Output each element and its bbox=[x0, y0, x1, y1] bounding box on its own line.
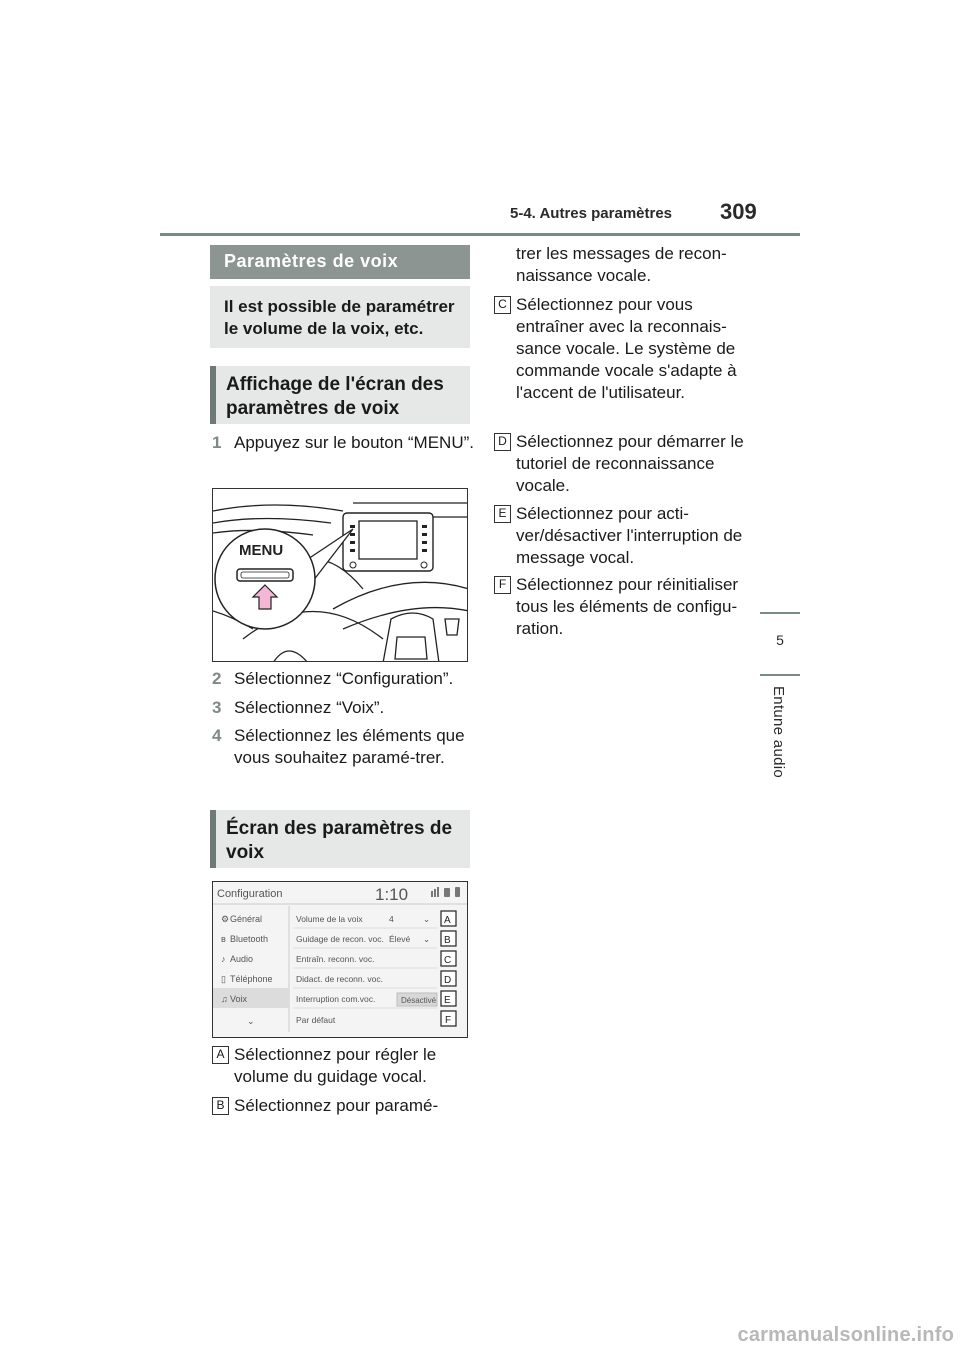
setting-label[interactable]: Didact. de reconn. voc. bbox=[296, 974, 383, 984]
left-menu-item[interactable]: Téléphone bbox=[230, 974, 273, 984]
chapter-number: 5 bbox=[776, 632, 784, 648]
description-c bbox=[494, 294, 756, 404]
step-2 bbox=[212, 668, 474, 690]
music-icon: ♪ bbox=[221, 954, 226, 964]
description-text: Sélectionnez pour régler le volume du guidage vocal. bbox=[234, 1045, 437, 1086]
description-text: Sélectionnez pour démarrer le tutoriel de reconnaissance vocale. bbox=[516, 432, 744, 495]
intro-box: Il est possible de paramétrer le volume de la voix, etc. bbox=[210, 286, 470, 348]
step-number: 3 bbox=[212, 698, 222, 717]
callout-f: F bbox=[445, 1015, 452, 1026]
chevron-down-icon[interactable]: ⌄ bbox=[247, 1016, 255, 1026]
left-menu-item[interactable]: Audio bbox=[230, 954, 254, 964]
step-1 bbox=[212, 432, 474, 454]
description-b bbox=[212, 1095, 474, 1117]
description-text: Sélectionnez pour acti-ver/désactiver l'interruption de message vocal. bbox=[516, 504, 743, 567]
voice-settings-screen-figure bbox=[212, 881, 468, 1038]
dashboard-menu-figure bbox=[212, 488, 468, 662]
voice-icon: ♫ bbox=[221, 994, 228, 1004]
letter-badge: E bbox=[494, 505, 511, 523]
setting-label[interactable]: Interruption com.voc. bbox=[296, 994, 376, 1004]
step-4 bbox=[212, 725, 474, 769]
setting-label[interactable]: Volume de la voix bbox=[296, 914, 363, 924]
screen-clock: 1:10 bbox=[375, 885, 409, 904]
menu-icon: ⚙ bbox=[221, 914, 230, 924]
left-menu-item[interactable]: Bluetooth bbox=[230, 934, 269, 944]
step-text: Appuyez sur le bouton “MENU”. bbox=[234, 433, 474, 452]
step-3 bbox=[212, 697, 474, 719]
screen-title: Configuration bbox=[217, 888, 283, 900]
section-title: 5-4. Autres paramètres bbox=[510, 205, 673, 222]
setting-label[interactable]: Par défaut bbox=[296, 1015, 336, 1025]
description-text: Sélectionnez pour paramé- bbox=[234, 1096, 439, 1115]
step-number: 1 bbox=[212, 433, 222, 452]
letter-badge: D bbox=[494, 433, 511, 451]
dashboard-illustration bbox=[213, 489, 468, 662]
callout-b: B bbox=[444, 935, 451, 946]
description-d bbox=[494, 431, 756, 497]
step-text: Sélectionnez “Configuration”. bbox=[234, 669, 454, 688]
chapter-label: Entune audio bbox=[770, 686, 787, 779]
watermark: carmanualsonline.info bbox=[737, 1324, 954, 1346]
heading-display-settings: Affichage de l'écran des paramètres de voix bbox=[210, 366, 470, 424]
letter-badge: F bbox=[494, 576, 511, 594]
setting-value[interactable]: Désactivé bbox=[401, 996, 437, 1005]
description-text: Sélectionnez pour vous entraîner avec la reconnais-sance vocale. Le système de commande vocale s'adapte à l'accent de l'utilisateur. bbox=[516, 295, 737, 402]
side-tab-bottom-rule bbox=[760, 674, 800, 676]
setting-value: Élevé bbox=[389, 934, 411, 944]
menu-label: MENU bbox=[239, 542, 284, 559]
description-text: Sélectionnez pour réinitialiser tous les éléments de configu-ration. bbox=[516, 575, 739, 638]
page-number: 309 bbox=[720, 199, 757, 224]
heading-settings-screen: Écran des paramètres de voix bbox=[210, 810, 470, 868]
step-text: Sélectionnez les éléments que vous souhaitez paramé-trer. bbox=[234, 726, 465, 767]
description-a bbox=[212, 1044, 474, 1088]
chevron-down-icon[interactable]: ⌄ bbox=[423, 934, 431, 944]
chevron-down-icon[interactable]: ⌄ bbox=[423, 914, 431, 924]
left-menu-item[interactable]: Voix bbox=[230, 994, 248, 1004]
step-number: 4 bbox=[212, 726, 222, 745]
phone-icon: ▯ bbox=[221, 974, 226, 984]
setting-value: 4 bbox=[389, 914, 394, 924]
description-b-continued: trer les messages de recon-naissance vocale. bbox=[516, 244, 727, 285]
left-menu-item[interactable]: Général bbox=[230, 914, 263, 924]
settings-screen bbox=[213, 882, 468, 1038]
side-tab-top-rule bbox=[760, 612, 800, 614]
heading-voice-settings: Paramètres de voix bbox=[210, 245, 470, 279]
letter-badge: C bbox=[494, 296, 511, 314]
step-number: 2 bbox=[212, 669, 222, 688]
description-e bbox=[494, 503, 756, 569]
description-f bbox=[494, 574, 756, 640]
callout-a: A bbox=[444, 915, 451, 926]
chapter-side-tab[interactable] bbox=[760, 612, 800, 860]
step-text: Sélectionnez “Voix”. bbox=[234, 698, 385, 717]
setting-label[interactable]: Entraîn. reconn. voc. bbox=[296, 954, 375, 964]
bluetooth-icon: ʙ bbox=[221, 934, 226, 944]
setting-label[interactable]: Guidage de recon. voc. bbox=[296, 934, 384, 944]
letter-badge: B bbox=[212, 1097, 229, 1115]
header-rule bbox=[160, 233, 800, 236]
letter-badge: A bbox=[212, 1046, 229, 1064]
callout-c: C bbox=[444, 955, 452, 966]
callout-e: E bbox=[444, 995, 451, 1006]
callout-d: D bbox=[444, 975, 452, 986]
